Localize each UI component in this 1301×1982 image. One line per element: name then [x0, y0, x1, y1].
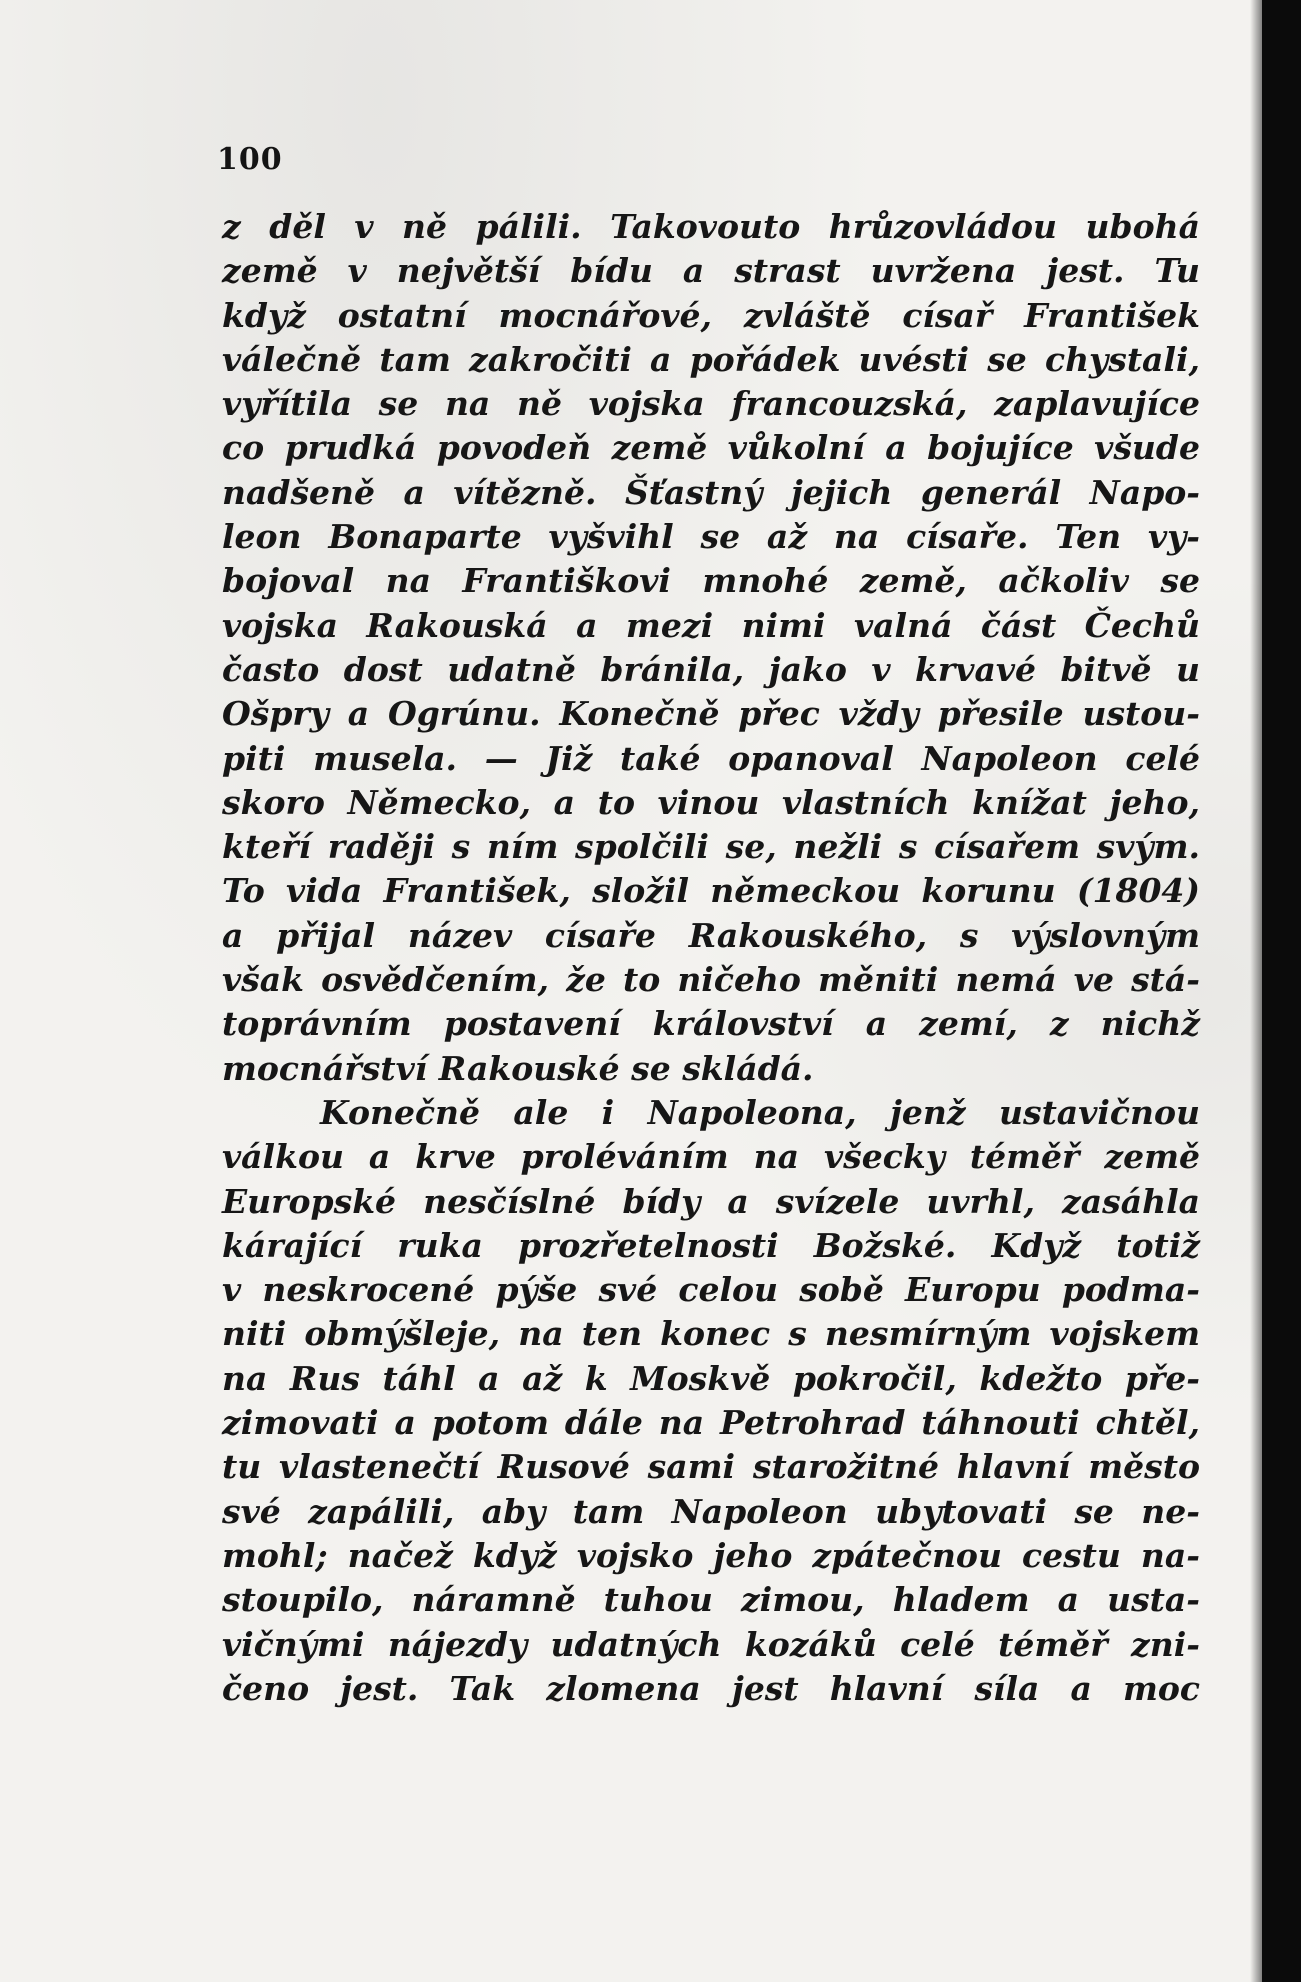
text-line: skoro Německo, a to vinou vlastních knížat jeho, — [222, 782, 1200, 822]
text-line: nadšeně a vítězně. Šťastný jejich generál Napo- — [222, 472, 1200, 512]
text-line: své zapálili, aby tam Napoleon ubytovati se ne- — [222, 1491, 1200, 1531]
text-line: Konečně ale i Napoleona, jenž ustavičnou — [320, 1092, 1200, 1132]
text-line: co prudká povodeň země vůkolní a bojujíce všude — [222, 428, 1200, 468]
text-line: vičnými nájezdy udatných kozáků celé téměř zni- — [222, 1624, 1200, 1664]
text-line: toprávním postavení království a zemí, z nichž — [222, 1004, 1200, 1044]
text-line: tu vlastenečtí Rusové sami starožitné hlavní město — [222, 1447, 1200, 1487]
text-line: v neskrocené pýše své celou sobě Europu podma- — [222, 1270, 1200, 1310]
text-line: válkou a krve proléváním na všecky téměř země — [222, 1137, 1200, 1177]
text-line: mohl; načež když vojsko jeho zpátečnou cestu na- — [222, 1535, 1200, 1575]
text-line: kárající ruka prozřetelnosti Božské. Když totiž — [222, 1225, 1200, 1265]
text-line: když ostatní mocnářové, zvláště císař František — [222, 295, 1200, 335]
text-line: z děl v ně pálili. Takovouto hrůzovládou ubohá — [222, 207, 1200, 246]
page-number: 100 — [217, 142, 283, 177]
text-line: vojska Rakouská a mezi nimi valná část Čechů — [222, 605, 1200, 645]
text-line: niti obmýšleje, na ten konec s nesmírným vojskem — [222, 1314, 1200, 1354]
text-line: čeno jest. Tak zlomena jest hlavní síla a moc — [222, 1668, 1200, 1708]
text-line: na Rus táhl a až k Moskvě pokročil, kdežto pře- — [222, 1358, 1200, 1398]
text-line: mocnářství Rakouské se skládá. — [222, 1048, 814, 1088]
text-line: Europské nesčíslné bídy a svízele uvrhl, zasáhla — [222, 1181, 1200, 1221]
text-line: a přijal název císaře Rakouského, s výslovným — [222, 915, 1200, 955]
text-line: země v největší bídu a strast uvržena jest. Tu — [222, 251, 1200, 291]
body-text — [222, 205, 1200, 1711]
text-line: často dost udatně bránila, jako v krvavé bitvě u — [222, 649, 1200, 689]
text-line: stoupilo, náramně tuhou zimou, hladem a usta- — [222, 1580, 1200, 1620]
text-line: To vida František, složil německou korunu (1804) — [222, 871, 1200, 911]
text-line: Ošpry a Ogrúnu. Konečně přec vždy přesile ustou- — [222, 694, 1200, 734]
text-line: bojoval na Františkovi mnohé země, ačkoliv se — [222, 561, 1200, 601]
text-line: vyřítila se na ně vojska francouzská, zaplavujíce — [222, 384, 1200, 424]
scan-dark-border — [1262, 0, 1301, 1982]
text-line: leon Bonaparte vyšvihl se až na císaře. Ten vy- — [222, 517, 1200, 557]
text-line: však osvědčením, že to ničeho měniti nemá ve stá- — [222, 960, 1200, 1000]
text-line: zimovati a potom dále na Petrohrad táhnouti chtěl, — [222, 1403, 1200, 1443]
text-line: válečně tam zakročiti a pořádek uvésti se chystali, — [222, 339, 1200, 379]
text-line: kteří raději s ním spolčili se, nežli s císařem svým. — [222, 827, 1200, 867]
text-line: piti musela. — Již také opanoval Napoleon celé — [222, 738, 1200, 778]
